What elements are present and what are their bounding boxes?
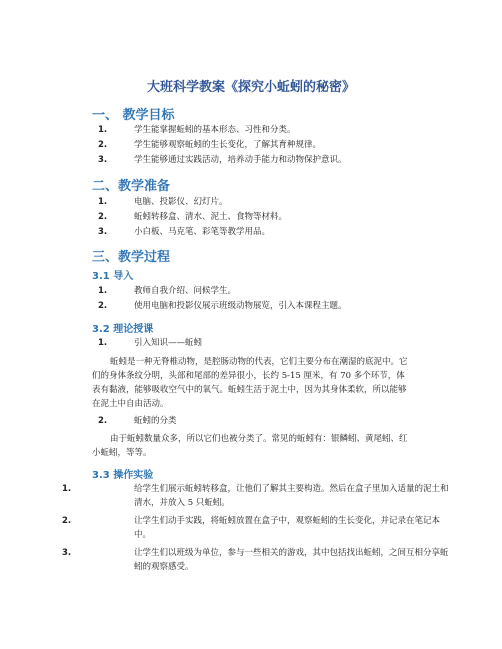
list-text: 引入知识——蚯蚓 (134, 338, 203, 348)
list-text: 使用电脑和投影仪展示班级动物展览，引入本课程主题。 (134, 301, 347, 311)
section-heading-goals: 一、 教学目标 (92, 108, 175, 123)
section-heading-prep: 二、教学准备 (92, 179, 171, 194)
list-item (98, 154, 347, 166)
document-title: 大班科学教案《探究小蚯蚓的秘密》 (146, 80, 355, 95)
list-number: 2. (98, 140, 108, 150)
subsection-heading-practice: 3.3 操作实验 (92, 470, 154, 481)
list-number: 3. (62, 548, 72, 558)
list-number: 1. (98, 197, 108, 207)
list-number: 1. (98, 338, 108, 348)
list-item (98, 415, 177, 427)
list-text: 学生能掌握蚯蚓的基本形态、习性和分类。 (134, 125, 296, 135)
list-text: 给学生们展示蚯蚓转移盒，让他们了解其主要构造。然后在盒子里加入适量的泥土和清水，并放入 5 只蚯蚓。 (134, 484, 449, 508)
list-number: 3. (98, 227, 108, 237)
list-number: 2. (98, 301, 108, 311)
list-text: 蚯蚓的分类 (134, 416, 177, 426)
list-number: 1. (62, 484, 72, 494)
list-text: 学生能够通过实践活动，培养动手能力和动物保护意识。 (134, 155, 347, 165)
list-item (98, 285, 236, 297)
subsection-heading-theory: 3.2 理论授课 (92, 324, 154, 335)
list-item (98, 139, 321, 151)
list-text: 电脑、投影仪、幻灯片。 (134, 197, 228, 207)
list-item (98, 196, 228, 208)
list-item (62, 546, 454, 574)
list-text: 蚯蚓转移盒、清水、泥土、食物等材料。 (134, 212, 288, 222)
list-item (98, 337, 202, 349)
list-number: 2. (98, 212, 108, 222)
list-text: 学生能够观察蚯蚓的生长变化，了解其育种规律。 (134, 140, 322, 150)
list-number: 1. (98, 286, 108, 296)
body-paragraph: 蚯蚓是一种无脊椎动物，是腔肠动物的代表，它们主要分布在潮湿的底泥中。它们的身体条纹分明，头部和尾部的差异很小，长约 5-15 厘米，有 70 多个环节，体表有黏液，能够吸收空气中的氧气。蚯蚓生活于泥土中，因为其身体柔软，所以能够在泥土中自由活动。 (92, 357, 408, 409)
body-paragraph: 由于蚯蚓数量众多，所以它们也被分类了。常见的蚯蚓有：银鳞蚓、黄尾蚓、红小蚯蚓，等等。 (92, 434, 408, 458)
list-item (62, 514, 454, 542)
list-item (98, 300, 347, 312)
list-text: 小白板、马克笔、彩笔等教学用品。 (134, 227, 271, 237)
list-text: 教师自我介绍、问候学生。 (134, 286, 237, 296)
list-number: 2. (98, 416, 108, 426)
list-number: 1. (98, 125, 108, 135)
list-text: 让学生们动手实践，将蚯蚓放置在盒子中，观察蚯蚓的生长变化，并记录在笔记本中。 (134, 516, 441, 540)
list-item (98, 211, 287, 223)
section-heading-process: 三、教学过程 (92, 250, 171, 265)
list-item (98, 124, 296, 136)
list-item (98, 226, 270, 238)
list-item (62, 482, 454, 510)
list-number: 2. (62, 516, 72, 526)
list-text: 让学生们以班级为单位，参与一些相关的游戏，其中包括找出蚯蚓，之间互相分享蚯蚓的观察感受。 (134, 548, 449, 572)
list-number: 3. (98, 155, 108, 165)
subsection-heading-intro: 3.1 导入 (92, 271, 134, 282)
